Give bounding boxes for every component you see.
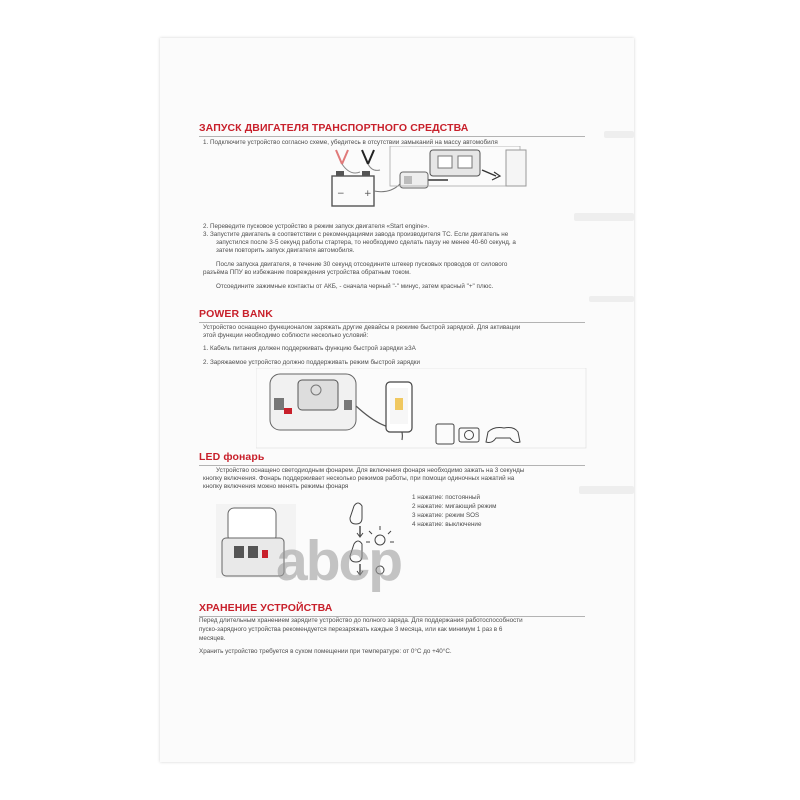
engine-para-1-line-1: После запуска двигателя, в течение 30 секунд отсоедините штекер пусковых проводов от силового — [216, 261, 508, 268]
powerbank-condition-1: 1. Кабель питания должен поддерживать функцию быстрой зарядки ≥3А — [203, 345, 416, 352]
svg-text:−: − — [337, 189, 345, 199]
powerbank-intro-line-1: Устройство оснащено функционалом заряжать другие девайсы в режиме быстрой зарядкой. Для активации — [203, 324, 521, 331]
section-title-led: LED фонарь — [199, 451, 265, 463]
storage-text-line-3: месяцев. — [199, 635, 226, 642]
bleed-mark — [579, 486, 634, 494]
section-title-storage: ХРАНЕНИЕ УСТРОЙСТВА — [199, 602, 333, 614]
engine-step-3-line-3: затем повторить запуск двигателя автомобиля. — [216, 247, 355, 254]
led-text-line-3: кнопку включения можно менять режимы фонаря — [203, 483, 349, 490]
engine-step-1: 1. Подключите устройство согласно схеме, убедитесь в отсутствии замыканий на массу автомобиля — [203, 139, 498, 146]
battery-clamp-diagram-icon — [320, 146, 590, 218]
svg-text:+: + — [364, 189, 372, 199]
section-title-powerbank: POWER BANK — [199, 308, 273, 320]
engine-para-1-line-2: разъёма ППУ во избежание повреждения устройства обратным током. — [203, 269, 411, 276]
led-text-line-2: кнопку включения. Фонарь поддерживает несколько режимов работы, при помощи одиночных нажатий на — [203, 475, 515, 482]
section-title-engine: ЗАПУСК ДВИГАТЕЛЯ ТРАНСПОРТНОГО СРЕДСТВА — [199, 122, 469, 134]
engine-para-2: Отсоедините зажимные контакты от АКБ, - сначала черный "-" минус, затем красный "+" плюс. — [216, 283, 494, 290]
led-mode-4: 4 нажатие: выключение — [412, 521, 482, 528]
bleed-mark — [589, 296, 634, 302]
section-divider — [199, 465, 585, 466]
engine-step-3-line-2: запустился после 3-5 секунд работы стартера, то необходимо сделать паузу не менее 40-60 секунд, а — [216, 239, 516, 246]
storage-text-line-4: Хранить устройство требуется в сухом помещении при температуре: от 0°С до +40°С. — [199, 648, 452, 655]
led-mode-1: 1 нажатие: постоянный — [412, 494, 480, 501]
storage-text-line-2: пуско-зарядного устройства рекомендуется перезаряжать каждые 3 месяца, или как минимум 1 раз в 6 — [199, 626, 503, 633]
powerbank-phone-icon — [256, 368, 590, 452]
section-divider — [199, 322, 585, 323]
engine-step-2: 2. Переведите пусковое устройство в режим запуск двигателя «Start engine». — [203, 223, 430, 230]
bleed-mark — [604, 131, 634, 138]
led-text-line-1: Устройство оснащено светодиодным фонарем. Для включения фонаря необходимо зажать на 3 секунды — [216, 467, 525, 474]
storage-text-line-1: Перед длительным хранением зарядите устройство до полного заряда. Для поддержания работоспособности — [199, 617, 523, 624]
led-mode-3: 3 нажатие: режим SOS — [412, 512, 480, 519]
powerbank-intro-line-2: этой функции необходимо соблюсти несколько условий: — [203, 332, 369, 339]
powerbank-condition-2: 2. Заряжаемое устройство должно поддерживать режим быстрой зарядки — [203, 359, 421, 366]
section-divider — [199, 136, 585, 137]
engine-step-3-line-1: 3. Запустите двигатель в соответствии с рекомендациями завода производителя ТС. Если двигатель не — [203, 231, 509, 238]
led-mode-2: 2 нажатие: мигающий режим — [412, 503, 497, 510]
watermark-logo: abcp — [276, 529, 402, 593]
